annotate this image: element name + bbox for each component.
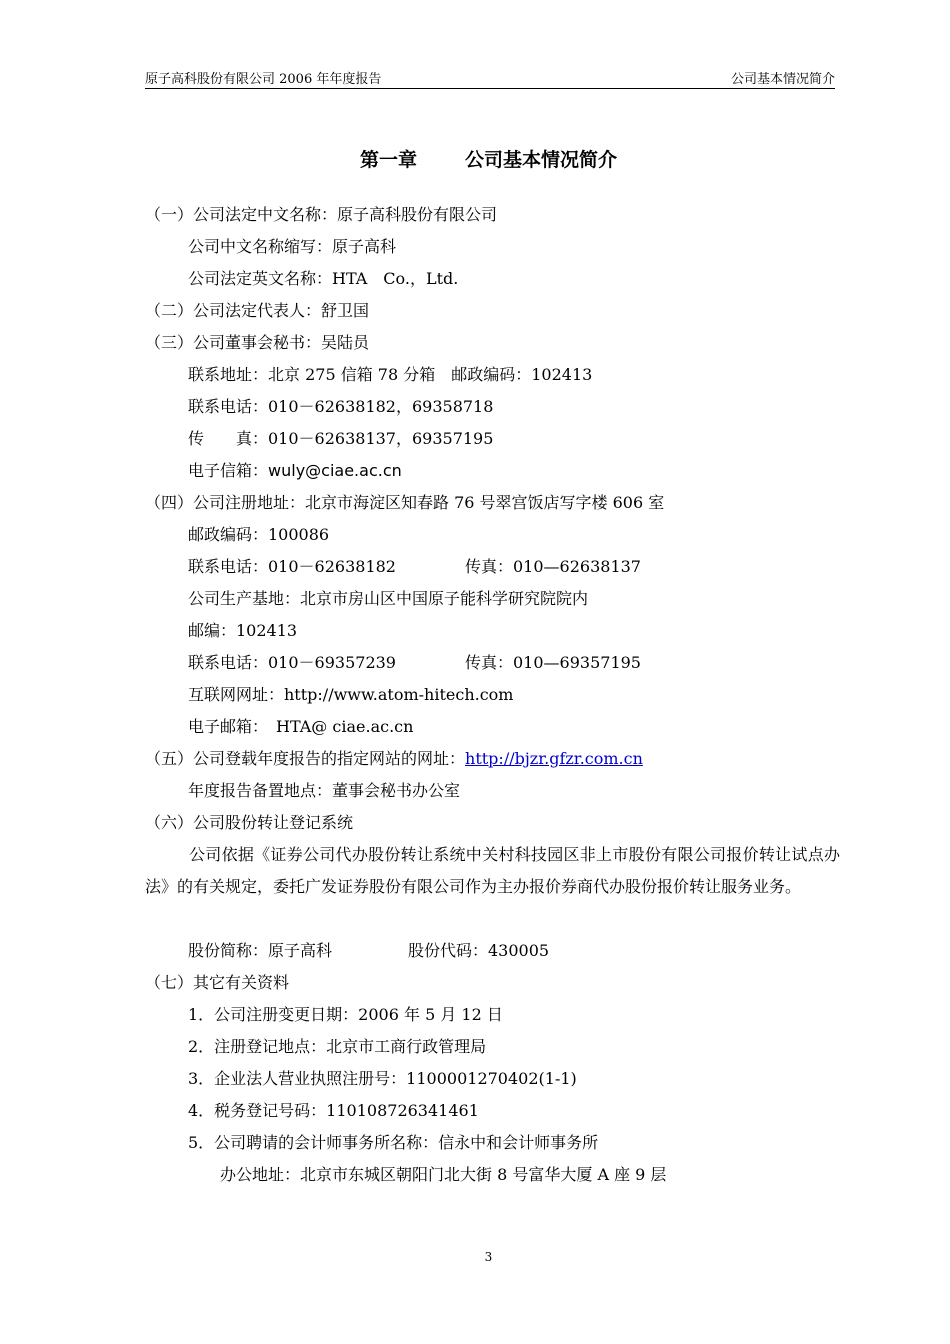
tax-registration-number: 4．税务登记号码：110108726341461 [188, 1101, 479, 1120]
registered-postcode: 邮政编码：100086 [188, 525, 330, 544]
website: 互联网网址：http://www.atom-hitech.com [188, 685, 514, 704]
registration-place: 2．注册登记地点：北京市工商行政管理局 [188, 1037, 487, 1056]
chapter-name: 公司基本情况简介 [465, 149, 618, 171]
legal-representative: （二）公司法定代表人：舒卫国 [145, 301, 370, 320]
share-transfer-paragraph: 公司依据《证券公司代办股份转让系统中关村科技园区非上市股份有限公司报价转让试点办法》的有关规定，委托广发证券股份有限公司作为主办报价券商代办股份报价转让服务业务。 [145, 845, 840, 896]
company-email: 电子邮箱： HTA@ ciae.ac.cn [188, 717, 414, 736]
production-postcode: 邮编：102413 [188, 621, 298, 640]
contact-address: 联系地址：北京 275 信箱 78 分箱 邮政编码：102413 [188, 365, 593, 384]
email-value: wuly@ciae.ac.cn [268, 461, 402, 480]
production-base: 公司生产基地：北京市房山区中国原子能科学研究院院内 [188, 589, 589, 608]
company-english-name: 公司法定英文名称：HTA Co.，Ltd. [188, 269, 459, 288]
report-website-line [145, 748, 643, 770]
business-license-number: 3．企业法人营业执照注册号：1100001270402(1-1) [188, 1069, 577, 1088]
page-header [145, 66, 835, 89]
registered-address: （四）公司注册地址：北京市海淀区知春路 76 号翠宫饭店写字楼 606 室 [145, 493, 665, 512]
company-short-name: 公司中文名称缩写：原子高科 [188, 237, 397, 256]
share-transfer-heading: （六）公司股份转让登记系统 [145, 813, 354, 832]
contact-phone: 联系电话：010－62638182，69358718 [188, 397, 494, 416]
share-code: 股份代码：430005 [408, 941, 550, 960]
registration-change-date: 1．公司注册变更日期：2006 年 5 月 12 日 [188, 1005, 503, 1024]
board-secretary: （三）公司董事会秘书：吴陆员 [145, 333, 370, 352]
report-location: 年度报告备置地点：董事会秘书办公室 [188, 781, 461, 800]
accounting-firm: 5．公司聘请的会计师事务所名称：信永中和会计师事务所 [188, 1133, 599, 1152]
accounting-firm-address: 办公地址：北京市东城区朝阳门北大街 8 号富华大厦 A 座 9 层 [220, 1165, 667, 1184]
production-phone: 联系电话：010－69357239 [188, 653, 396, 672]
production-fax: 传真：010—69357195 [465, 653, 641, 672]
fax-number: 传 真：010－62638137，69357195 [188, 429, 494, 448]
registered-phone: 联系电话：010－62638182 [188, 557, 396, 576]
email-label: 电子信箱： [188, 461, 269, 480]
registered-fax: 传真：010—62638137 [465, 557, 641, 576]
chapter-title [0, 145, 950, 172]
report-website-label: （五）公司登载年度报告的指定网站的网址： [145, 749, 466, 768]
header-report-title: 原子高科股份有限公司 2006 年年度报告 [145, 72, 382, 87]
share-short-name: 股份简称：原子高科 [188, 941, 333, 960]
other-info-heading: （七）其它有关资料 [145, 973, 290, 992]
company-chinese-name: （一）公司法定中文名称：原子高科股份有限公司 [145, 205, 498, 224]
email-line [188, 460, 402, 482]
page-number: 3 [484, 1250, 493, 1264]
chapter-number: 第一章 [359, 149, 417, 171]
report-website-link[interactable]: http://bjzr.gfzr.com.cn [465, 749, 643, 768]
header-section-title: 公司基本情况简介 [730, 72, 835, 87]
